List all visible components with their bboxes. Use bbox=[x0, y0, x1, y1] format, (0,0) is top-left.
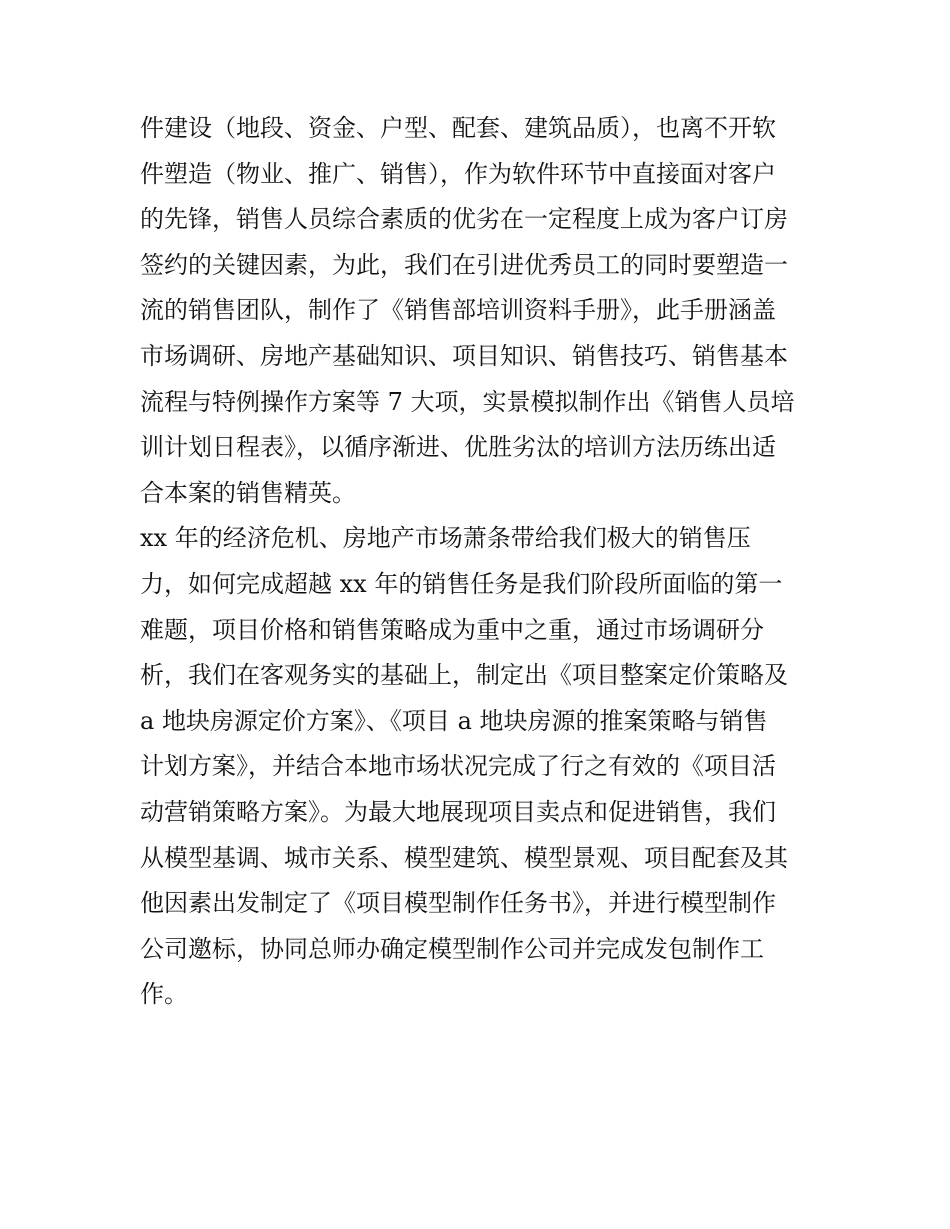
text-line: 他因素出发制定了《项目模型制作任务书》，并进行模型制作 bbox=[140, 889, 776, 918]
text-line: 难题，项目价格和销售策略成为重中之重，通过市场调研分 bbox=[140, 615, 764, 644]
text-line: 件建设（地段、资金、户型、配套、建筑品质），也离不开软 bbox=[140, 114, 776, 142]
text-line: 件塑造（物业、推广、销售），作为软件环节中直接面对客户 bbox=[140, 159, 776, 188]
text-line: xx 年的经济危机、房地产市场萧条带给我们极大的销售压 bbox=[140, 524, 751, 553]
text-line: 从模型基调、城市关系、模型建筑、模型景观、项目配套及其 bbox=[140, 843, 788, 872]
text-line: 签约的关键因素，为此，我们在引进优秀员工的同时要塑造一 bbox=[140, 250, 788, 279]
text-line: 动营销策略方案》。为最大地展现项目卖点和促进销售，我们 bbox=[140, 797, 776, 826]
paragraph-1 bbox=[140, 106, 820, 516]
text-line: 流程与特例操作方案等 7 大项，实景模拟制作出《销售人员培 bbox=[140, 387, 795, 416]
text-line: 公司邀标，协同总师办确定模型制作公司并完成发包制作工 bbox=[140, 934, 764, 963]
text-line: 市场调研、房地产基础知识、项目知识、销售技巧、销售基本 bbox=[140, 341, 788, 370]
text-line: 作。 bbox=[140, 980, 188, 1009]
paragraph-2 bbox=[140, 516, 820, 1018]
text-line: 流的销售团队，制作了《销售部培训资料手册》，此手册涵盖 bbox=[140, 296, 776, 325]
text-line: a 地块房源定价方案》、《项目 a 地块房源的推案策略与销售 bbox=[140, 706, 768, 735]
text-line: 的先锋，销售人员综合素质的优劣在一定程度上成为客户订房 bbox=[140, 205, 788, 234]
body-text bbox=[140, 106, 820, 1018]
text-line: 训计划日程表》，以循序渐进、优胜劣汰的培训方法历练出适 bbox=[140, 433, 776, 462]
text-line: 合本案的销售精英。 bbox=[140, 478, 356, 507]
text-line: 析，我们在客观务实的基础上，制定出《项目整案定价策略及 bbox=[140, 661, 788, 690]
text-line: 力，如何完成超越 xx 年的销售任务是我们阶段所面临的第一 bbox=[140, 569, 783, 598]
text-line: 计划方案》，并结合本地市场状况完成了行之有效的《项目活 bbox=[140, 752, 776, 781]
